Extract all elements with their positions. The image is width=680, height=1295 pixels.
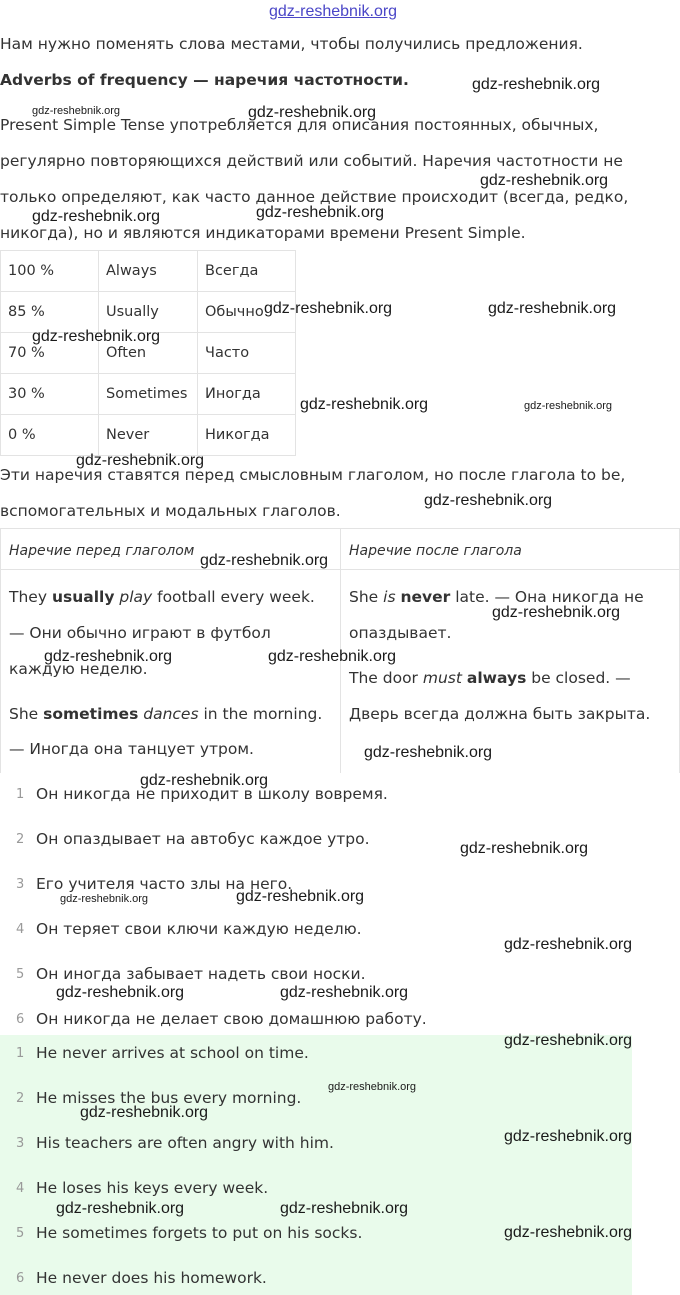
list-item: Его учителя часто злы на него. [36, 875, 293, 893]
adverb-en-cell: Sometimes [99, 374, 198, 415]
item-number: 2 [16, 1091, 25, 1106]
rule-line: только определяют, как часто данное действие происходит (всегда, редко, [0, 188, 629, 206]
watermark: gdz-reshebnik.org [504, 936, 633, 953]
header-before-verb: Наречие перед глаголом [9, 543, 195, 559]
watermark: gdz-reshebnik.org [236, 888, 365, 905]
item-number: 1 [16, 1046, 25, 1061]
example-translation: — Они обычно играют в футбол [9, 624, 271, 642]
watermark: gdz-reshebnik.org [140, 772, 269, 789]
watermark: gdz-reshebnik.org [264, 300, 393, 317]
watermark: gdz-reshebnik.org [504, 1224, 633, 1241]
item-number: 5 [16, 967, 25, 982]
list-item: Он иногда забывает надеть свои носки. [36, 965, 366, 983]
watermark: gdz-reshebnik.org [504, 1128, 633, 1145]
list-item: He never arrives at school on time. [36, 1044, 309, 1062]
watermark: gdz-reshebnik.org [44, 648, 173, 665]
item-number: 5 [16, 1226, 25, 1241]
placement-line: Эти наречия ставятся перед смысловным глаголом, но после глагола to be, [0, 466, 626, 484]
answer-block [0, 1035, 632, 1295]
list-item: Он никогда не делает свою домашнюю работу. [36, 1010, 427, 1028]
example-sentence: She is never late. — Она никогда не [349, 588, 644, 606]
example-sentence: The door must always be closed. — [349, 669, 631, 687]
example-sentence: She sometimes dances in the morning. [9, 705, 323, 723]
item-number: 4 [16, 922, 25, 937]
table-row [1, 415, 296, 456]
table-row [1, 251, 296, 292]
percent-cell: 0 % [1, 415, 99, 456]
watermark: gdz-reshebnik.org [60, 893, 149, 905]
watermark: gdz-reshebnik.org [256, 204, 385, 221]
watermark: gdz-reshebnik.org [32, 105, 121, 117]
task-intro: Нам нужно поменять слова местами, чтобы получились предложения. [0, 35, 583, 53]
percent-cell: 85 % [1, 292, 99, 333]
watermark: gdz-reshebnik.org [492, 604, 621, 621]
watermark: gdz-reshebnik.org [200, 552, 329, 569]
item-number: 4 [16, 1181, 25, 1196]
watermark: gdz-reshebnik.org [248, 104, 377, 121]
item-number: 3 [16, 1136, 25, 1151]
adverb-ru-cell: Часто [198, 333, 296, 374]
watermark: gdz-reshebnik.org [504, 1032, 633, 1049]
rule-line: никогда), но и являются индикаторами времени Present Simple. [0, 224, 526, 242]
percent-cell: 30 % [1, 374, 99, 415]
list-item: He sometimes forgets to put on his socks. [36, 1224, 363, 1242]
table-row [1, 292, 296, 333]
watermark: gdz-reshebnik.org [76, 452, 205, 469]
watermark: gdz-reshebnik.org [480, 172, 609, 189]
adverb-en-cell: Always [99, 251, 198, 292]
frequency-table [0, 250, 296, 456]
watermark: gdz-reshebnik.org [524, 400, 613, 412]
watermark: gdz-reshebnik.org [300, 396, 429, 413]
watermark: gdz-reshebnik.org [424, 492, 553, 509]
adverb-en-cell: Usually [99, 292, 198, 333]
percent-cell: 100 % [1, 251, 99, 292]
adverb-ru-cell: Иногда [198, 374, 296, 415]
example-translation: — Иногда она танцует утром. [9, 740, 254, 758]
adverb-en-cell: Often [99, 333, 198, 374]
item-number: 3 [16, 877, 25, 892]
example-translation: каждую неделю. [9, 660, 148, 678]
list-item: He loses his keys every week. [36, 1179, 269, 1197]
watermark: gdz-reshebnik.org [32, 208, 161, 225]
watermark: gdz-reshebnik.org [80, 1104, 209, 1121]
watermark: gdz-reshebnik.org [268, 648, 397, 665]
percent-cell: 70 % [1, 333, 99, 374]
watermark: gdz-reshebnik.org [32, 328, 161, 345]
list-item: Он теряет свои ключи каждую неделю. [36, 920, 362, 938]
watermark: gdz-reshebnik.org [364, 744, 493, 761]
rule-title: Adverbs of frequency — наречия частотности. [0, 71, 409, 89]
watermark: gdz-reshebnik.org [56, 984, 185, 1001]
item-number: 2 [16, 832, 25, 847]
example-sentence: They usually play football every week. [9, 588, 315, 606]
adverb-ru-cell: Никогда [198, 415, 296, 456]
rule-line: Present Simple Tense употребляется для описания постоянных, обычных, [0, 116, 599, 134]
list-item: Он опаздывает на автобус каждое утро. [36, 830, 370, 848]
header-after-verb: Наречие после глагола [349, 543, 522, 559]
item-number: 6 [16, 1271, 25, 1286]
placement-line: вспомогательных и модальных глаголов. [0, 502, 341, 520]
table-row [1, 374, 296, 415]
header-divider [1, 569, 679, 570]
example-translation: Дверь всегда должна быть закрыта. [349, 705, 651, 723]
site-watermark-link[interactable]: gdz-reshebnik.org [269, 3, 398, 20]
rule-line: регулярно повторяющихся действий или событий. Наречия частотности не [0, 152, 623, 170]
watermark: gdz-reshebnik.org [460, 840, 589, 857]
watermark: gdz-reshebnik.org [328, 1081, 417, 1093]
item-number: 1 [16, 787, 25, 802]
watermark: gdz-reshebnik.org [488, 300, 617, 317]
watermark: gdz-reshebnik.org [280, 1200, 409, 1217]
watermark: gdz-reshebnik.org [56, 1200, 185, 1217]
list-item: Он никогда не приходит в школу вовремя. [36, 785, 388, 803]
list-item: His teachers are often angry with him. [36, 1134, 334, 1152]
watermark: gdz-reshebnik.org [472, 76, 601, 93]
adverb-en-cell: Never [99, 415, 198, 456]
adverb-ru-cell: Обычно [198, 292, 296, 333]
watermark: gdz-reshebnik.org [280, 984, 409, 1001]
list-item: He never does his homework. [36, 1269, 267, 1287]
list-item: He misses the bus every morning. [36, 1089, 302, 1107]
adverb-ru-cell: Всегда [198, 251, 296, 292]
example-translation: опаздывает. [349, 624, 452, 642]
item-number: 6 [16, 1012, 25, 1027]
